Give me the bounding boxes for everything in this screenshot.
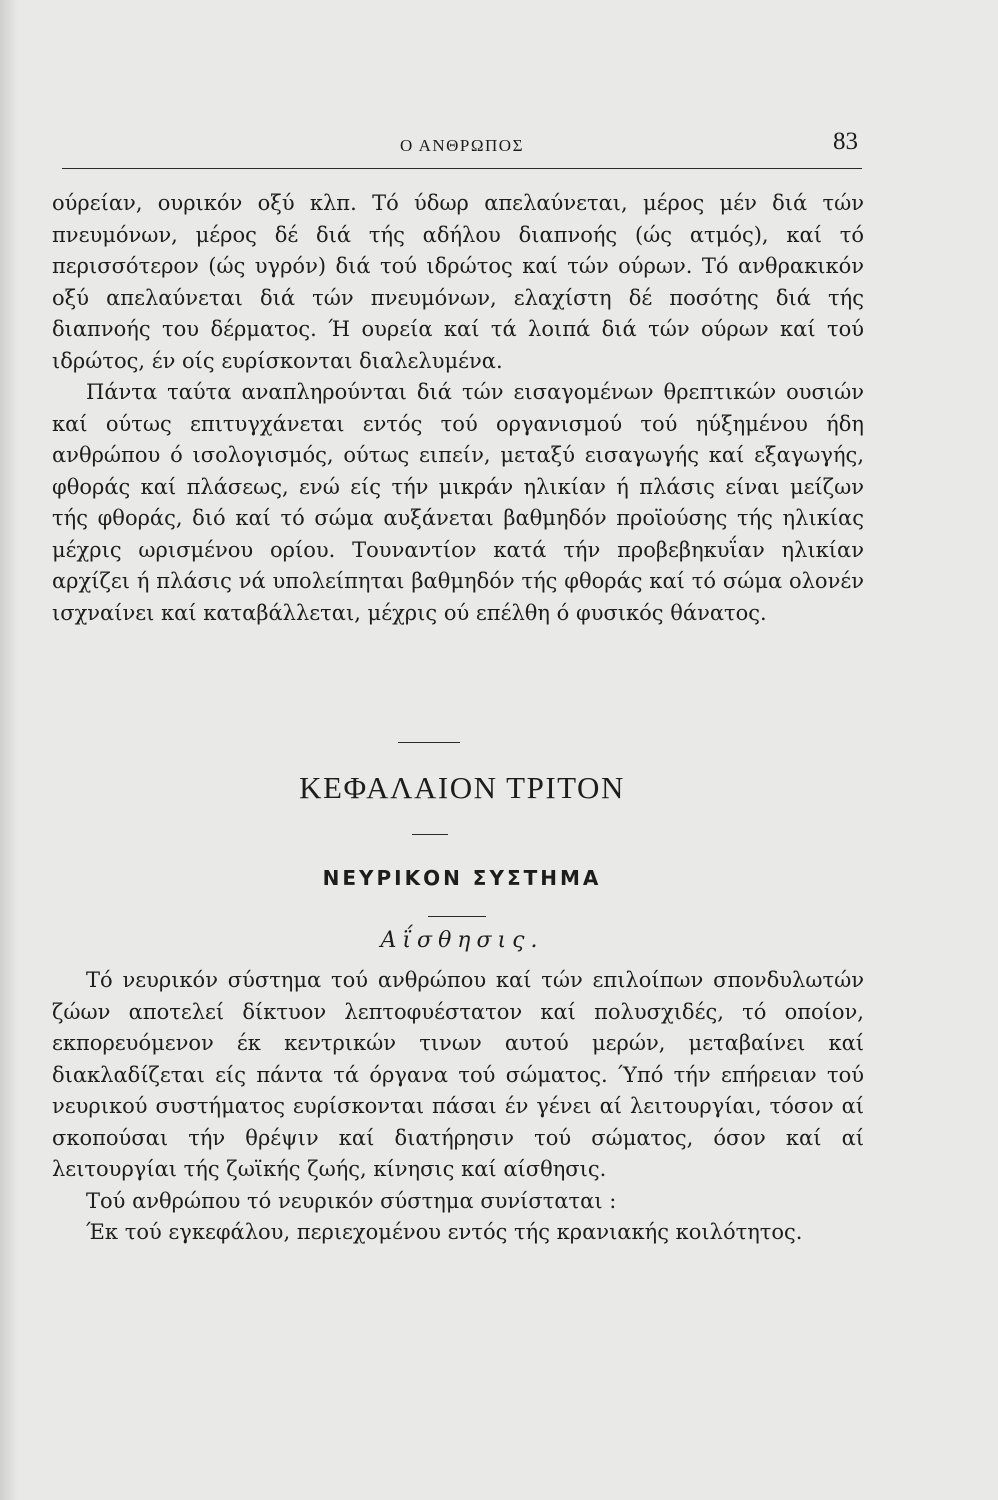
page-number: 83 — [833, 128, 858, 155]
paragraph: Τό νευρικόν σύστημα τού ανθρώπου καί τών επιλοίπων σπονδυλωτών ζώων αποτελεί δίκτυον λεπτοφυέστατον καί πολυσχιδές, τό οποίον, εκπορευόμενον έκ κεντρικών τινων αυτού μερών, μεταβαίνει καί διακλαδίζεται είς πάντα τά όργανα τού σώματος. Ύπό τήν επήρειαν τού νευρικού συστήματος ευρίσκονται πάσαι έν γένει αί λειτουργίαι, τόσον αί σκοπούσαι τήν θρέψιν καί διατήρησιν τού σώματος, όσον καί αί λειτουργίαι τής ζωϊκής ζωής, κίνησις καί αίσθησις. — [52, 968, 864, 1181]
page-header — [62, 128, 862, 164]
body-text-bottom — [52, 965, 864, 1249]
section-divider — [398, 742, 460, 743]
header-rule — [62, 168, 862, 169]
subsection-title: Αΐσθησις. — [380, 928, 544, 953]
section-divider — [412, 834, 448, 835]
paragraph: Έκ τού εγκεφάλου, περιεχομένου εντός τής κρανιακής κοιλότητος. — [86, 1220, 803, 1244]
page-edge-shadow — [0, 0, 18, 1500]
running-title: Ο ΑΝΘΡΩΠΟΣ — [400, 136, 524, 155]
paragraph: Πάντα ταύτα αναπληρούνται διά τών εισαγομένων θρεπτικών ουσιών καί ούτως επιτυγχάνεται εντός τού οργανισμού τού ηύξημένου ήδη ανθρώπου ό ισολογισμός, ούτως ειπείν, μεταξύ εισαγωγής καί εξαγωγής, φθοράς καί πλάσεως, ενώ είς τήν μικράν ηλικίαν ή πλάσις είναι μείζων τής φθοράς, διό καί τό σώμα αυξάνεται βαθμηδόν προϊούσης τής ηλικίας μέχρις ωρισμένου ορίου. Τουναντίον κατά τήν προβεβηκυΐαν ηλικίαν αρχίζει ή πλάσις νά υπολείπηται βαθμηδόν τής φθοράς καί τό σώμα ολονέν ισχναίνει καί καταβάλλεται, μέχρις ού επέλθη ό φυσικός θάνατος. — [52, 380, 864, 625]
body-text-top — [52, 188, 864, 629]
paragraph-continued: ούρείαν, ουρικόν οξύ κλπ. Τό ύδωρ απελαύνεται, μέρος μέν διά τών πνευμόνων, μέρος δέ διά τής αδήλου διαπνοής (ώς ατμός), καί τό περισσότερον (ώς υγρόν) διά τού ιδρώτος καί τών ούρων. Τό ανθρακικόν οξύ απελαύνεται διά τών πνευμόνων, ελαχίστη δέ ποσότης διά τής διαπνοής του δέρματος. Ή ουρεία καί τά λοιπά διά τών ούρων καί τού ιδρώτος, έν οίς ευρίσκονται διαλελυμένα. — [52, 191, 864, 373]
chapter-title: ΚΕΦΑΛΑΙΟΝ ΤΡΙΤΟΝ — [299, 770, 625, 805]
paragraph: Τού ανθρώπου τό νευρικόν σύστημα συνίσταται : — [86, 1188, 617, 1213]
section-divider — [428, 916, 486, 917]
section-title: ΝΕΥΡΙΚΟΝ ΣΥΣΤΗΜΑ — [322, 866, 602, 890]
